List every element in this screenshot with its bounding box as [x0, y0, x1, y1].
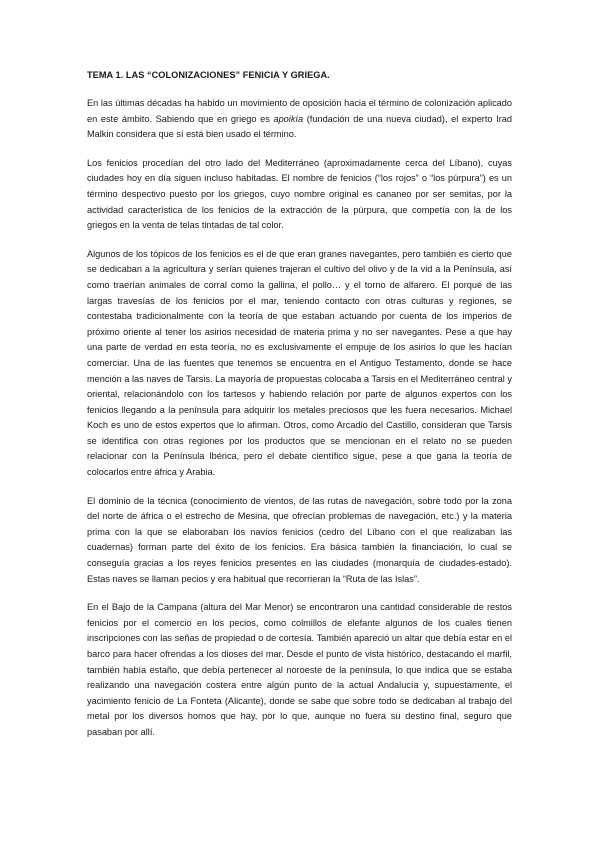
paragraph-3: Algunos de los tópicos de los fenicios es el de que eran granes navegantes, pero también es cierto que se dedicaban a la agricultura y serían quienes trajeran el cultivo del olivo y de la vid a la Península, así como traerían animales de corral como la gallina, el pollo… y el torno de alfarero. El porqué de las largas travesías de los fenicios por el mar, teniendo contacto con otras culturas y regiones, se contestaba tradicionalmente con la teoría de que estaban actuando por cuenta de los imperios de próximo oriente al tener los asirios necesidad de materia prima y no ser navegantes. Pese a que hay una parte de verdad en esta teoría, no es exclusivamente el empuje de los asirios lo que les hacían comerciar. Una de las fuentes que tenemos se encuentra en el Antiguo Testamento, donde se hace mención a las naves de Tarsis. La mayoría de propuestas colocaba a Tarsis en el Mediterráneo central y oriental, relacionándolo con los tartesos y habiendo relación por parte de algunos expertos con los fenicios llegando a la península para adquirir los metales preciosos que les fuera necesarios. Michael Koch es uno de estos expertos que lo afirman. Otros, como Arcadio del Castillo, consideran que Tarsis se identifica con otras regiones por los productos que se mencionan en el relato no se pueden relacionar con la Península Ibérica, pero el debate científico sigue, pese a que gana la teoría de colocarlos entre áfrica y Arabia. [87, 248, 512, 478]
paragraph-1 [87, 96, 512, 143]
paragraph-4: El dominio de la técnica (conocimiento de vientos, de las rutas de navegación, sobre todo por la zona del norte de áfrica o el estrecho de Mesina, que ofrecían problemas de navegación, etc.) y la materia prima con la que se elaboraban los navíos fenicios (cedro del Líbano con el que realizaban las cuadernas) forman parte del éxito de los fenicios. Era básica también la financiación, lo cual se conseguía gracias a los reyes fenicios presentes en las ciudades (monarquía de ciudades-estado). Estas naves se llaman pecios y era habitual que recorrieran la “Ruta de las Islas”. [87, 495, 512, 584]
paragraph-1-italic-term: apoikía [273, 113, 304, 124]
document-title: TEMA 1. LAS “COLONIZACIONES” FENICIA Y GRIEGA. [87, 70, 330, 80]
paragraph-1-text-b: (fundación de una nueva ciudad), el experto Irad Malkin considera que sí está bien usado el término. [87, 113, 512, 140]
paragraph-2: Los fenicios procedían del otro lado del Mediterráneo (aproximadamente cerca del Líbano), cuyas ciudades hoy en día siguen incluso habitadas. El nombre de fenicios (“los rojos” o “los púrpura”) es un término despectivo puesto por los griegos, cuyo nombre original es cananeo por ser semitas, por la actividad característica de los fenicios de la extracción de la púrpura, que competía con la de los griegos en la venta de telas tintadas de tal color. [87, 157, 512, 231]
paragraph-1-text-a: En las últimas décadas ha habido un movimiento de oposición hacia el término de colonización aplicado en este ámbito. Sabiendo que en griego es [87, 98, 512, 124]
paragraph-5: En el Bajo de la Campana (altura del Mar Menor) se encontraron una cantidad considerable de restos fenicios por el comercio en los pecios, como colmillos de elefante algunos de los cuales tienen inscripciones con las señas de propiedad o de cortesía. También apareció un altar que debía estar en el barco para hacer ofrendas a los dioses del mar. Desde el punto de vista histórico, destacando el marfil, también había estaño, que debía pertenecer al noroeste de la península, lo que indica que se estaba realizando una navegación costera entre algún punto de la actual Andalucía y, supuestamente, el yacimiento fenicio de La Fonteta (Alicante), donde se sabe que sobre todo se dedicaban al trabajo del metal por los diversos hornos que hay, por lo que, aunque no fuera su destino final, seguro que pasaban por allí. [87, 602, 512, 737]
